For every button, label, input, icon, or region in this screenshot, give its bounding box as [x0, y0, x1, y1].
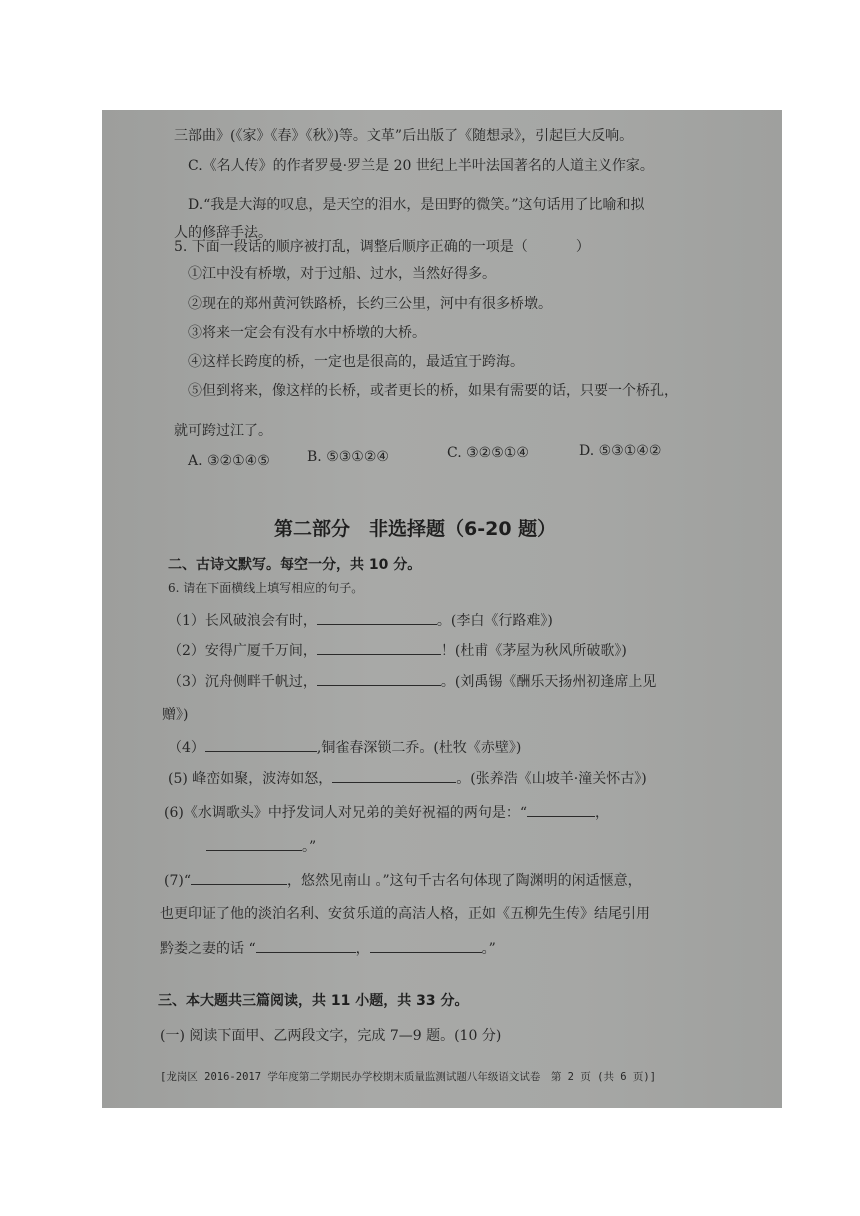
q6-item-6-cont: [206, 836, 316, 856]
q4-option-d-cont: 人的修辞手法。: [174, 225, 272, 241]
q6-item-3: [168, 671, 656, 691]
item-7-text: ，悠然见南山 。”这句千古名句体现了陶渊明的闲适惬意，: [287, 873, 642, 889]
section-three-heading: 三、本大题共三篇阅读，共 11 小题，共 33 分。: [158, 993, 469, 1009]
q4-option-c: C.《名人传》的作者罗曼·罗兰是 20 世纪上半叶法国著名的人道主义作家。: [188, 158, 654, 174]
part-two-title: 第二部分 非选择题（6-20 题）: [274, 518, 557, 540]
q6-item-3-cont: 赠》): [162, 707, 189, 723]
q5-option-a: A. ③②①④⑤: [188, 453, 270, 469]
item-4-prompt: （4）: [168, 740, 205, 756]
q6-item-7: [164, 870, 642, 890]
item-4-source: ,铜雀春深锁二乔。(杜牧《赤壁》): [316, 740, 522, 756]
answer-blank[interactable]: [205, 737, 317, 752]
answer-blank[interactable]: [370, 938, 482, 953]
q6-item-4: [168, 737, 521, 757]
item-5-prompt: (5) 峰峦如聚，波涛如怒，: [168, 771, 333, 787]
item-7-open: (7)“: [164, 873, 191, 889]
q6-item-5: [168, 768, 647, 788]
reading-one-intro: (一) 阅读下面甲、乙两段文字，完成 7—9 题。(10 分): [160, 1028, 502, 1044]
item-7-quote-open: 黔娄之妻的话 “: [160, 941, 256, 957]
q5-sentence-5-cont: 就可跨过江了。: [174, 423, 272, 439]
item-2-prompt: （2）安得广厦千万间，: [168, 643, 317, 659]
q6-stem: 6. 请在下面横线上填写相应的句子。: [168, 581, 364, 595]
q6-item-1: [168, 610, 553, 630]
item-1-source: 。(李白《行路难》): [436, 613, 553, 629]
q5-sentence-1: ①江中没有桥墩，对于过船、过水，当然好得多。: [188, 266, 496, 282]
q6-item-7-line-2: 也更印证了他的淡泊名利、安贫乐道的高洁人格，正如《五柳先生传》结尾引用: [160, 906, 650, 922]
item-7-comma: ，: [355, 941, 370, 957]
q5-sentence-3: ③将来一定会有没有水中桥墩的大桥。: [188, 325, 426, 341]
exam-page: [102, 110, 782, 1108]
item-6-prompt: (6)《水调歌头》中抒发词人对兄弟的美好祝福的两句是：“: [164, 805, 527, 821]
section-two-heading: 二、古诗文默写。每空一分，共 10 分。: [168, 557, 422, 573]
q6-item-7-line-3: [160, 938, 496, 958]
item-1-prompt: （1）长风破浪会有时，: [168, 613, 317, 629]
item-6-comma: ，: [595, 805, 609, 821]
q5-option-d: D. ⑤③①④②: [579, 443, 662, 459]
q5-option-c: C. ③②⑤①④: [447, 445, 529, 461]
q5-stem: [174, 238, 590, 256]
q6-item-2: [168, 640, 627, 660]
item-2-source: ！(杜甫《茅屋为秋风所破歌》): [440, 643, 627, 659]
q5-sentence-2: ②现在的郑州黄河铁路桥，长约三公里，河中有很多桥墩。: [188, 296, 552, 312]
q4-option-d: D.“我是大海的叹息，是天空的泪水，是田野的微笑。”这句话用了比喻和拟: [188, 197, 645, 213]
page-footer: [龙岗区 2016-2017 学年度第二学期民办学校期末质量监测试题八年级语文试卷 第 2 页 (共 6 页)]: [160, 1071, 657, 1083]
item-3-prompt: （3）沉舟侧畔千帆过，: [168, 674, 317, 690]
item-5-source: 。(张养浩《山坡羊·潼关怀古》): [456, 771, 647, 787]
answer-blank[interactable]: [317, 640, 441, 655]
answer-blank[interactable]: [527, 802, 595, 817]
q5-sentence-5: ⑤但到将来，像这样的长桥，或者更长的桥，如果有需要的话，只要一个桥孔，: [188, 383, 678, 399]
item-6-end: 。”: [302, 839, 317, 855]
answer-blank[interactable]: [206, 836, 302, 851]
q5-option-b: B. ⑤③①②④: [307, 449, 389, 465]
answer-blank[interactable]: [332, 768, 456, 783]
answer-blank[interactable]: [317, 671, 441, 686]
q5-stem-close: ）: [575, 239, 590, 255]
answer-blank[interactable]: [191, 870, 287, 885]
q5-stem-text: 5. 下面一段话的顺序被打乱，调整后顺序正确的一项是（: [174, 239, 528, 255]
q4-text-line: 三部曲》(《家》《春》《秋》)等。文革”后出版了《随想录》，引起巨大反响。: [174, 128, 634, 144]
answer-blank[interactable]: [256, 938, 356, 953]
q6-item-6: [164, 802, 609, 822]
answer-blank[interactable]: [317, 610, 437, 625]
item-7-quote-close: 。”: [481, 941, 496, 957]
item-3-source: 。(刘禹锡《酬乐天扬州初逢席上见: [440, 674, 657, 690]
q5-sentence-4: ④这样长跨度的桥，一定也是很高的，最适宜于跨海。: [188, 354, 524, 370]
